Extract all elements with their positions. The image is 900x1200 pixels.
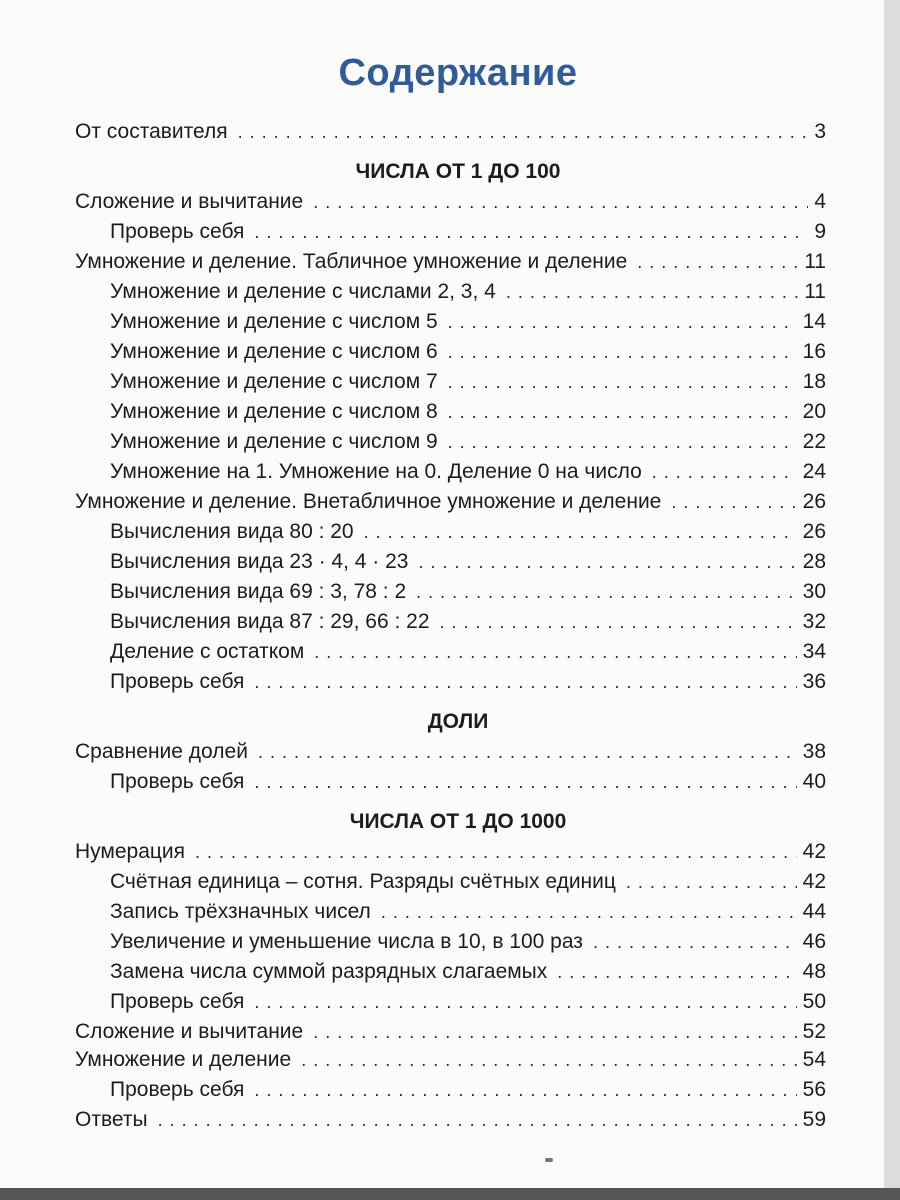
toc-entry <box>75 188 826 216</box>
toc-entry-page: 11 <box>804 280 826 303</box>
toc-entry-label: Проверь себя <box>110 770 245 793</box>
dot-leader <box>254 218 808 246</box>
toc-entry-page: 28 <box>802 550 826 573</box>
toc-entry-page: 48 <box>802 960 826 983</box>
section-heading: ЧИСЛА ОТ 1 ДО 100 <box>355 160 561 183</box>
toc-entry-label: Умножение и деление с числом 9 <box>110 430 438 453</box>
dot-leader <box>637 248 798 276</box>
toc-entry <box>110 578 826 606</box>
dot-leader <box>671 488 796 516</box>
toc-entry-page: 30 <box>802 580 826 603</box>
toc-entry-label: Вычисления вида 87 : 29, 66 : 22 <box>110 610 430 633</box>
toc-entry <box>110 548 826 576</box>
toc-entry-page: 26 <box>802 490 826 513</box>
toc-entry <box>110 928 826 956</box>
toc-entry-page: 42 <box>802 870 826 893</box>
toc-entry-page: 14 <box>802 310 826 333</box>
dot-leader <box>195 838 797 866</box>
toc-entry-page: 50 <box>802 990 826 1013</box>
toc-entry-label: Умножение и деление с числом 7 <box>110 370 438 393</box>
toc-entry <box>110 898 826 926</box>
dot-leader <box>258 738 797 766</box>
toc-entry-label: Вычисления вида 69 : 3, 78 : 2 <box>110 580 407 603</box>
toc-entry <box>110 398 826 426</box>
toc-entry-page: 20 <box>802 400 826 423</box>
toc-entry-label: Вычисления вида 23 · 4, 4 · 23 <box>110 550 409 573</box>
toc-entry-label: Вычисления вида 80 : 20 <box>110 520 354 543</box>
toc-entry <box>75 488 826 516</box>
toc-entry-page: 9 <box>814 220 826 243</box>
toc-entry <box>110 608 826 636</box>
page-title: Содержание <box>338 52 578 94</box>
toc-entry-page: 16 <box>802 340 826 363</box>
toc-entry <box>75 838 826 866</box>
toc-entry-label: Счётная единица – сотня. Разряды счётных единиц <box>110 870 616 893</box>
toc-entry-label: Нумерация <box>75 840 186 863</box>
toc-entry <box>110 518 826 546</box>
toc-entry <box>75 1018 826 1046</box>
toc-entry-label: Сложение и вычитание <box>75 1020 304 1043</box>
toc-entry-label: Увеличение и уменьшение числа в 10, в 100 раз <box>110 930 583 953</box>
toc-entry-label: Ответы <box>75 1108 148 1131</box>
toc-entry-page: 52 <box>802 1020 826 1043</box>
dot-leader <box>557 958 796 986</box>
toc-entry-page: 42 <box>802 840 826 863</box>
toc-entry-page: 24 <box>802 460 826 483</box>
dot-leader <box>652 458 797 486</box>
dot-leader <box>448 398 797 426</box>
dot-leader <box>301 1046 796 1074</box>
dot-leader <box>448 368 797 396</box>
dot-leader <box>440 608 797 636</box>
dot-leader <box>238 118 809 146</box>
toc-entry-label: Умножение и деление с числом 8 <box>110 400 438 423</box>
dot-leader <box>448 308 797 336</box>
toc-entry-page: 59 <box>802 1108 826 1131</box>
toc-entry-page: 54 <box>802 1048 826 1071</box>
dot-leader <box>418 548 796 576</box>
toc-entry-label: Умножение и деление. Внетабличное умножение и деление <box>75 490 662 513</box>
toc-entry-page: 3 <box>814 120 826 143</box>
dot-leader <box>158 1106 797 1134</box>
toc-entry <box>110 638 826 666</box>
page-edge-right <box>884 0 900 1200</box>
toc-entry-label: Умножение и деление <box>75 1048 292 1071</box>
toc-entry-page: 34 <box>802 640 826 663</box>
dot-leader <box>593 928 797 956</box>
dot-leader <box>381 898 797 926</box>
dot-leader <box>364 518 797 546</box>
toc-entry-label: Проверь себя <box>110 1078 245 1101</box>
dot-leader <box>254 668 796 696</box>
toc-entry <box>110 338 826 366</box>
toc-entry <box>110 368 826 396</box>
dot-leader <box>626 868 797 896</box>
dot-leader <box>313 1018 796 1046</box>
toc-entry-page: 26 <box>802 520 826 543</box>
dot-leader <box>506 278 798 306</box>
toc-entry-page: 32 <box>802 610 826 633</box>
toc-entry <box>75 1046 826 1074</box>
toc-entry-label: Умножение и деление с числами 2, 3, 4 <box>110 280 496 303</box>
toc-entry-page: 46 <box>802 930 826 953</box>
dot-leader <box>314 638 796 666</box>
section-heading: ЧИСЛА ОТ 1 ДО 1000 <box>349 810 567 833</box>
toc-entry-page: 4 <box>814 190 826 213</box>
toc-entry-page: 36 <box>802 670 826 693</box>
toc-entry-page: 40 <box>802 770 826 793</box>
toc-entry-label: Деление с остатком <box>110 640 305 663</box>
toc-entry-page: 38 <box>802 740 826 763</box>
toc-entry <box>110 428 826 456</box>
section-heading: ДОЛИ <box>427 710 489 733</box>
toc-entry-label: Умножение и деление с числом 6 <box>110 340 438 363</box>
toc-entry <box>75 1106 826 1134</box>
toc-entry <box>110 668 826 696</box>
toc-entry-label: Замена числа суммой разрядных слагаемых <box>110 960 548 983</box>
print-speck <box>545 1158 553 1162</box>
toc-entry <box>110 1076 826 1104</box>
toc-entry <box>110 308 826 336</box>
toc-entry <box>110 988 826 1016</box>
toc-entry-page: 18 <box>802 370 826 393</box>
page-edge-bottom <box>0 1188 900 1200</box>
toc-entry <box>110 868 826 896</box>
dot-leader <box>448 428 797 456</box>
toc-entry-label: Проверь себя <box>110 220 245 243</box>
toc-entry <box>110 458 826 486</box>
toc-entry-page: 11 <box>804 250 826 273</box>
toc-entry <box>75 738 826 766</box>
toc-entry-label: Умножение и деление с числом 5 <box>110 310 438 333</box>
toc-entry-label: Умножение и деление. Табличное умножение и деление <box>75 250 628 273</box>
toc-entry-label: От составителя <box>75 120 228 143</box>
toc-entry-label: Проверь себя <box>110 990 245 1013</box>
toc-entry-label: Сравнение долей <box>75 740 248 763</box>
toc-entry-label: Запись трёхзначных чисел <box>110 900 371 923</box>
toc-entry-page: 44 <box>802 900 826 923</box>
dot-leader <box>254 1076 796 1104</box>
toc-entry <box>110 218 826 246</box>
toc-entry-label: Проверь себя <box>110 670 245 693</box>
toc-entry <box>75 248 826 276</box>
dot-leader <box>416 578 796 606</box>
toc-entry-label: Умножение на 1. Умножение на 0. Деление 0 на число <box>110 460 642 483</box>
toc-entry <box>110 958 826 986</box>
dot-leader <box>254 768 796 796</box>
toc-entry <box>75 118 826 146</box>
dot-leader <box>254 988 796 1016</box>
toc-entry <box>110 768 826 796</box>
toc-entry-label: Сложение и вычитание <box>75 190 304 213</box>
dot-leader <box>448 338 797 366</box>
toc-entry-page: 22 <box>802 430 826 453</box>
toc-entry-page: 56 <box>802 1078 826 1101</box>
toc-entry <box>110 278 826 306</box>
dot-leader <box>313 188 808 216</box>
